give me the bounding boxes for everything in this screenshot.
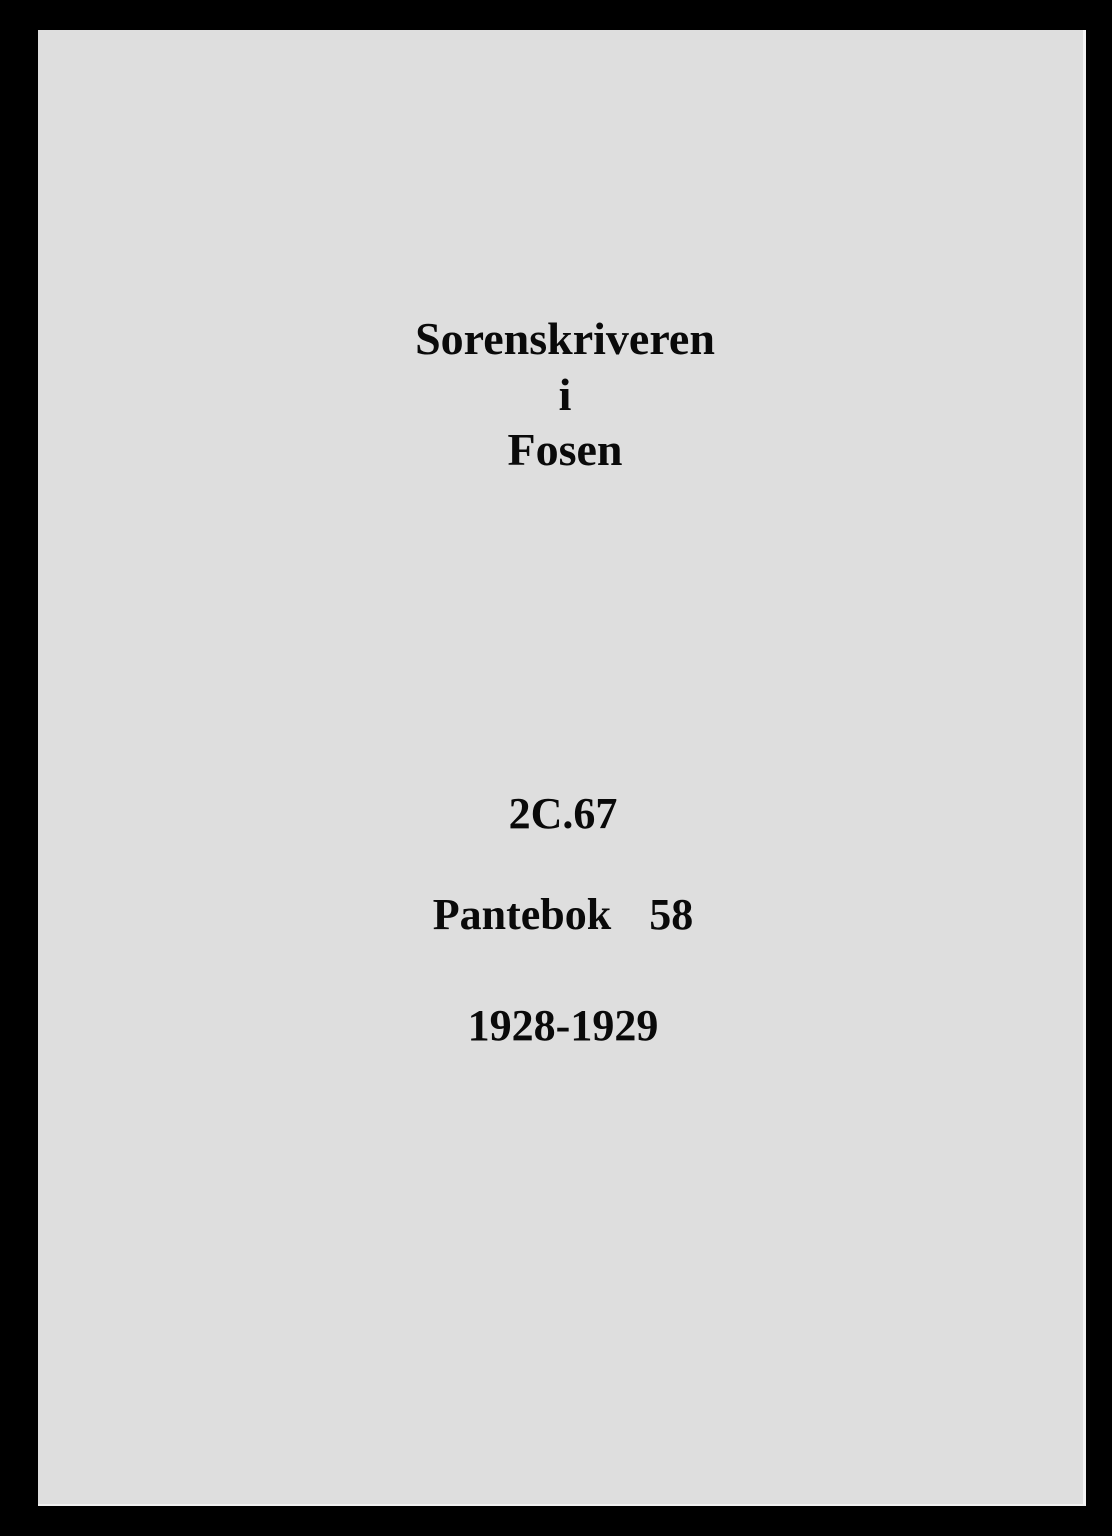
office-name: Sorenskriveren (415, 313, 715, 364)
document-page (38, 30, 1086, 1506)
archive-code: 2C.67 (508, 789, 618, 838)
book-title: Pantebok 58 (432, 890, 694, 939)
office-preposition: i (558, 369, 572, 420)
district-name: Fosen (507, 424, 623, 475)
year-range: 1928-1929 (467, 1001, 659, 1050)
